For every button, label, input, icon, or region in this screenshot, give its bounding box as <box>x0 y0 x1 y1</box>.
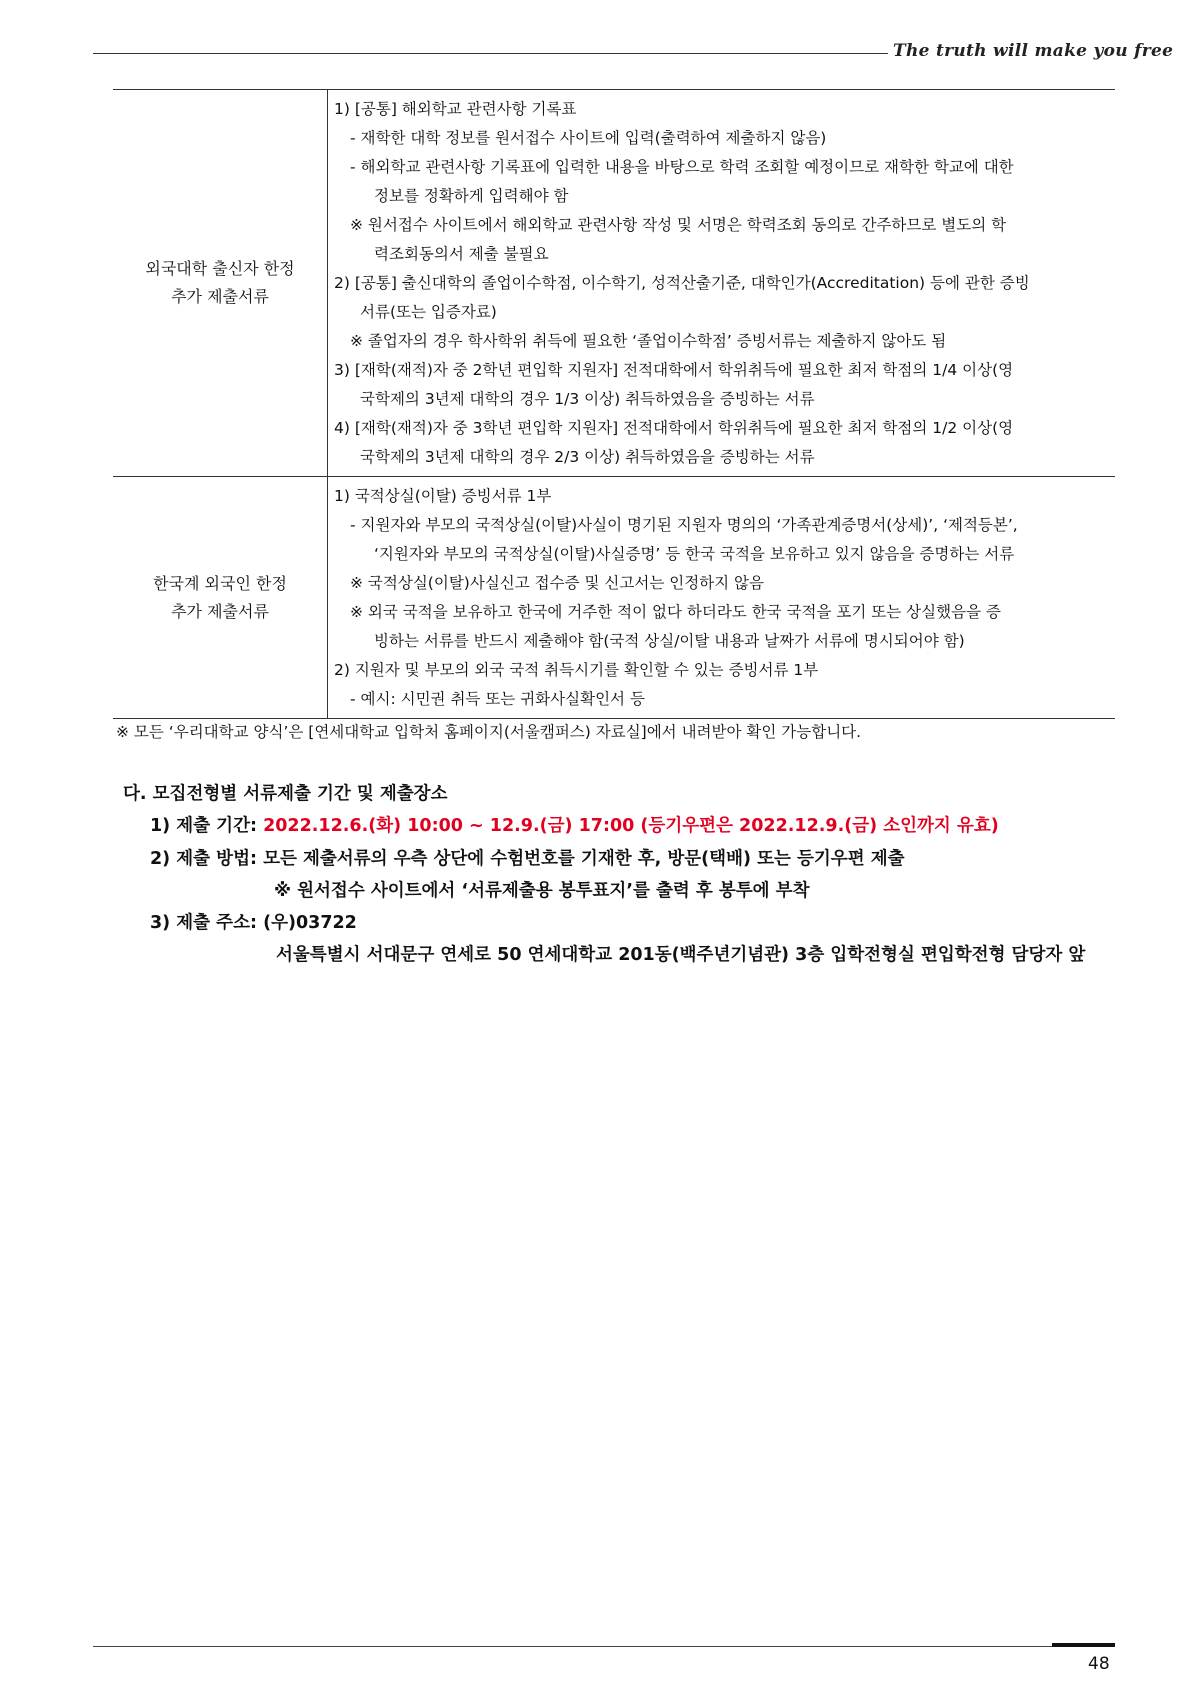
list-item: 1) 국적상실(이탈) 증빙서류 1부 <box>334 487 552 505</box>
requirements-table <box>113 89 1115 719</box>
period-label: 1) 제출 기간: <box>150 816 257 836</box>
method-note: ※ 원서접수 사이트에서 ‘서류제출용 봉투표지’를 출력 후 봉투에 부착 <box>274 881 810 901</box>
list-item: - 해외학교 관련사항 기록표에 입력한 내용을 바탕으로 학력 조회할 예정이므로 재학한 학교에 대한 <box>350 158 1014 176</box>
list-item: 3) [재학(재적)자 중 2학년 편입학 지원자] 전적대학에서 학위취득에 필요한 최저 학점의 1/4 이상(영 <box>334 361 1014 379</box>
table-row <box>113 90 1115 477</box>
list-item: - 예시: 시민권 취득 또는 귀화사실확인서 등 <box>350 690 645 708</box>
category-label: 추가 제출서류 <box>171 601 269 621</box>
category-label: 추가 제출서류 <box>171 287 269 306</box>
list-item: 1) [공통] 해외학교 관련사항 기록표 <box>334 100 577 118</box>
list-item: 국학제의 3년제 대학의 경우 1/3 이상) 취득하였음을 증빙하는 서류 <box>360 390 815 408</box>
address-value: 서울특별시 서대문구 연세로 50 연세대학교 201동(백주년기념관) 3층 입학전형실 편입학전형 담당자 앞 <box>276 945 1086 965</box>
method-line <box>150 845 905 870</box>
list-item: 력조회동의서 제출 불필요 <box>374 245 549 263</box>
address-line <box>150 909 357 934</box>
address-zip: (우)03722 <box>263 913 357 933</box>
section-title: 다. 모집전형별 서류제출 기간 및 제출장소 <box>123 784 448 804</box>
list-item: ※ 졸업자의 경우 학사학위 취득에 필요한 ‘졸업이수학점’ 증빙서류는 제출하지 않아도 됨 <box>350 332 947 350</box>
category-label: 외국대학 출신자 한정 <box>145 259 295 278</box>
content-cell <box>328 90 1116 477</box>
list-item: 서류(또는 입증자료) <box>360 303 497 321</box>
category-label: 한국계 외국인 한정 <box>153 573 287 593</box>
category-cell <box>113 477 328 719</box>
list-item: - 지원자와 부모의 국적상실(이탈)사실이 명기된 지원자 명의의 ‘가족관계증명서(상세)’, ‘제적등본’, <box>350 516 1018 534</box>
list-item: ※ 외국 국적을 보유하고 한국에 거주한 적이 없다 하더라도 한국 국적을 포기 또는 상실했음을 증 <box>350 603 1001 621</box>
page-number: 48 <box>1088 1654 1110 1674</box>
list-item: 2) [공통] 출신대학의 졸업이수학점, 이수학기, 성적산출기준, 대학인가(Accreditation) 등에 관한 증빙 <box>334 274 1030 292</box>
list-item: 국학제의 3년제 대학의 경우 2/3 이상) 취득하였음을 증빙하는 서류 <box>360 448 815 466</box>
list-item: 4) [재학(재적)자 중 3학년 편입학 지원자] 전적대학에서 학위취득에 필요한 최저 학점의 1/2 이상(영 <box>334 419 1014 437</box>
period-value: 2022.12.6.(화) 10:00 ~ 12.9.(금) 17:00 (등기우편은 2022.12.9.(금) 소인까지 유효) <box>263 816 999 836</box>
table-row <box>113 477 1115 719</box>
footnote: ※ 모든 ‘우리대학교 양식’은 [연세대학교 입학처 홈페이지(서울캠퍼스) 자료실]에서 내려받아 확인 가능합니다. <box>116 723 862 741</box>
footer-tab <box>1052 1643 1115 1647</box>
content-cell <box>328 477 1116 719</box>
list-item: - 재학한 대학 정보를 원서접수 사이트에 입력(출력하여 제출하지 않음) <box>350 129 827 147</box>
list-item: ※ 국적상실(이탈)사실신고 접수증 및 신고서는 인정하지 않음 <box>350 574 764 592</box>
header-motto: The truth will make you free <box>893 41 1174 61</box>
method-value: 모든 제출서류의 우측 상단에 수험번호를 기재한 후, 방문(택배) 또는 등기우편 제출 <box>263 849 905 869</box>
period-line <box>150 812 999 837</box>
list-item: 빙하는 서류를 반드시 제출해야 함(국적 상실/이탈 내용과 날짜가 서류에 명시되어야 함) <box>374 632 965 650</box>
address-label: 3) 제출 주소: <box>150 913 257 933</box>
list-item: ※ 원서접수 사이트에서 해외학교 관련사항 작성 및 서명은 학력조회 동의로 간주하므로 별도의 학 <box>350 216 1007 234</box>
list-item: 정보를 정확하게 입력해야 함 <box>374 187 569 205</box>
category-cell <box>113 90 328 477</box>
footer-rule <box>93 1646 1115 1647</box>
method-label: 2) 제출 방법: <box>150 849 257 869</box>
header-rule <box>93 53 888 54</box>
list-item: 2) 지원자 및 부모의 외국 국적 취득시기를 확인할 수 있는 증빙서류 1부 <box>334 661 819 679</box>
list-item: ‘지원자와 부모의 국적상실(이탈)사실증명’ 등 한국 국적을 보유하고 있지 않음을 증명하는 서류 <box>374 545 1015 563</box>
